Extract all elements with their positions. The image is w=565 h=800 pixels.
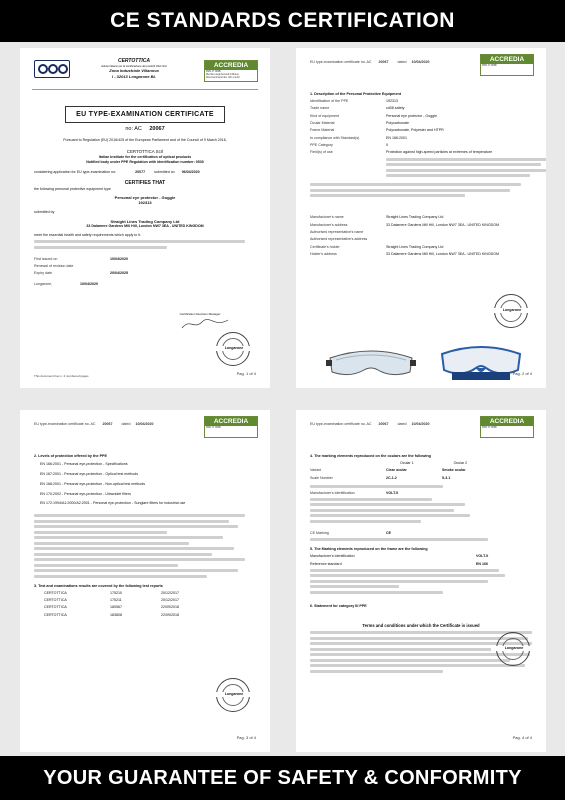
ce-mark: CE [386,530,391,535]
ocular2-header: Ocular 2 [453,460,468,465]
standard-item: EN 166:2001 - Personal eye-protection - Specifications [40,461,128,466]
first-issued-date: 10/04/2020 [110,256,128,261]
accredia-logo: ACCREDIA PRD N° 083B [204,416,258,438]
cert-no-label: no: AC [125,126,142,132]
header-date: 10/04/2020 [411,60,430,64]
header-no: 20067 [102,422,113,426]
field-value: cd08 safety [386,106,405,111]
authorised-addr-label: Authorised representative's address [310,237,368,242]
page-number: Pag. 3 of 4 [236,734,256,740]
body-line2: Notified body under PPE Regulation with identification number: 0530 [86,159,204,164]
section-title: 1. Description of the Personal Protective Equipment [310,92,401,96]
report-row [44,613,256,618]
top-banner: CE STANDARDS CERTIFICATION [0,0,565,42]
report-no: 180567 [110,605,122,610]
field-row [310,114,532,119]
field-label: Identification of the PPE [310,98,349,103]
holder-addr-label: Holder's address [310,251,337,256]
certottica-logo-icon [34,60,70,78]
certificate-page-2 [296,48,546,388]
manufacturer-addr-label: Manufacturer's address [310,222,348,227]
standard-item: EN 172:1994/A1:2000/A2:2001 - Personal eye-protection - Sunglare filters for industrial use [40,501,186,506]
section-title: 4. The marking elements reproduced on the oculars are the following [310,454,431,458]
variant-label: Variant [310,468,322,473]
report-row [44,598,256,603]
org-addr1: Zona Industriale Villanova [109,68,159,74]
header-date: 10/04/2020 [411,422,430,426]
report-no: 183808 [110,612,122,617]
application-no: 20077 [135,170,146,175]
report-row [44,605,256,610]
certificate-page-1 [20,48,270,388]
report-date: 22/09/2018 [161,612,179,617]
manufacturer-id-label: Manufacturer's identification [310,490,355,495]
seal-stamp-icon [494,294,528,328]
field-value: Protection against high-speed particles at extremes of temperature [386,150,493,155]
accredia-logo: ACCREDIA PRD N° 083B [480,416,534,438]
terms-title: Terms and conditions under which the Certificate is issued [362,622,480,628]
field-row [310,99,532,104]
field-row [310,106,532,111]
field-label: Kind of equipment [310,113,339,118]
report-date: 20/12/2017 [161,598,179,603]
certificate-title: EU TYPE-EXAMINATION CERTIFICATE [65,106,225,123]
submitted-label: submitted on [154,170,175,175]
variant1: Clear ocular [386,468,407,473]
page4-header [310,422,476,427]
seal-stamp-icon [216,332,250,366]
body-name: CERTOTTICA Scrl [126,148,164,154]
place-date: 10/04/2020 [80,282,98,287]
field-label: PPE Category [310,143,333,148]
scale2: 5-3.1 [442,475,451,480]
submitted-date: 06/04/2020 [181,170,200,175]
place-label: Longarone, [34,282,53,287]
frame-mfr: VOLT.X [476,554,489,559]
org-addr2: I - 32013 Longarone BL [111,73,156,79]
field-value: Polycarbonate [386,121,409,126]
field-label: Trade name [310,106,330,111]
authorised-label: Authorised representative's name [310,229,364,234]
field-value: 192313 [386,98,398,103]
regulation-text: Pursuant to Regulation (EU) 2016/425 of the European Parliament and of the Council of 9 March 2016, [63,138,227,142]
stamp-label: Longarone [211,692,257,697]
scale1: 2C-1.2 [386,475,397,480]
seal-stamp-icon [216,678,250,712]
field-label: In compliance with Standard(s) [310,135,360,140]
report-no: 175210 [110,590,122,595]
accredia-label: ACCREDIA [205,61,257,70]
header-dated: dated [121,422,131,426]
report-no: 175211 [110,598,122,603]
cert-no-value: 20067 [149,126,165,132]
header-text: EU type-examination certificate no. AC [34,422,96,426]
header-no: 20067 [378,422,389,426]
page-number: Pag. 1 of 4 [236,370,256,376]
report-org: CERTOTTICA [44,605,67,610]
manufacturer-addr-value: 33 Dalamere Gardens Mill Hill, London NW7 3EA - UNITED KINGDOM [386,222,500,227]
standard-item: EN 170:2002 - Personal eye-protection - Ultraviolet filters [40,491,131,496]
report-row [44,591,256,596]
manufacturer-label: Manufacturer's name [310,215,344,220]
ce-label: CE Marking [310,530,329,535]
company-name: Straight Lines Trading Company Ltd [110,218,180,224]
report-org: CERTOTTICA [44,590,67,595]
cert-holder-label: Certificate's holder [310,244,340,249]
pages-note: This document has n. 4 numbered pages [34,374,89,378]
field-row [310,150,532,155]
meets-text: meet the essential health and safety requirements which apply to it. [34,232,142,237]
header-no: 20067 [378,60,389,64]
signature-icon [180,316,230,332]
holder-addr-value: 33 Dalamere Gardens Mill Hill, London NW7 3EA - UNITED KINGDOM [386,251,500,256]
report-date: 22/09/2018 [161,605,179,610]
renewal-label: Renewal of revision date [34,263,74,268]
field-label: Frame Material [310,128,335,133]
application-label: considering application for EU type-examination no: [34,170,117,175]
expiry-label: Expiry date [34,271,52,276]
page2-header [310,60,476,65]
field-value: Polycarbonate, Polyester and HTPR [386,128,444,133]
field-value: Personal eye protector - Goggle [386,113,437,118]
scale-label: Scale Number [310,475,333,480]
manufacturer-value: Straight Lines Trading Company Ltd [386,215,444,220]
section2-title: 5. The Marking elements reproduced on the frame are the following [310,547,428,552]
field-label: Field(s) of use [310,150,333,155]
report-org: CERTOTTICA [44,612,67,617]
product-code: 192313 [138,200,152,206]
stamp-label: Longarone [211,346,257,351]
cert-holder-value: Straight Lines Trading Company Ltd [386,244,444,249]
section2-title: 3. Test and examinations results are covered by the following test reports [34,583,163,588]
field-value: EN 166:2001 [386,135,407,140]
certificate-page-4: EU type-examination certificate no. AC 20067 dated 10/04/2020 ACCREDIA PRD N° 083B 4. The marking elements reproduced on the oculars are the following Ocular 1 Ocular 2 Variant Clear ocular Smoke ocular Scale Number 2C-1.2 5-3.1 Manufacturer's identification VOLT.X CE Marking CE 5. The Marking elements reproduced on the frame are the following Manufacturer's identification VOLT.X Reference standard EN 166 6. Statement for category III PPE Terms and conditions under which the Certificate is issued Longarone Pag. 4 of 4 [296,410,546,752]
report-date: 20/12/2017 [161,590,179,595]
following-text: the following personal protective equipment type [34,187,111,192]
manufacturer-id: VOLT.X [386,490,399,495]
page1-header [32,56,258,90]
standard-item: EN 167:2001 - Personal eye-protection - Optical test methods [40,471,139,476]
org-name: CERTOTTICA [117,58,151,64]
header-dated: dated [397,422,407,426]
product-name: Personal eye protector - Goggle [114,194,176,200]
header-dated: dated [397,60,407,64]
certificate-page-3 [20,410,270,752]
submitted-by-label: submitted by [34,209,55,214]
field-value: II [386,143,388,148]
stamp-label: Longarone [491,646,537,651]
report-org: CERTOTTICA [44,598,67,603]
section3-title: 6. Statement for category III PPE [310,603,367,608]
accredia-logo: ACCREDIA PRD N° 083B Membro degli Accordi di Mutuo Riconoscimento EA, IAF e ILAC [204,60,258,82]
field-label: Ocular Material [310,121,335,126]
header-text: EU type-examination certificate no. AC [310,60,372,64]
body-line1: Italian Institute for the certification of optical products [98,154,192,159]
org-sub: Istituto Italiano per la Certificazione dei prodotti Ottici Scrl [101,64,167,68]
signature-label: Certification Decision Manager [179,312,221,316]
standard-item: EN 168:2001 - Personal eye-protection - Non-optical test methods [40,481,146,486]
expiry-date: 20/04/2025 [110,271,128,276]
goggle-clear-image [326,344,416,378]
field-row [310,136,532,141]
section-title: 2. Levels of protection offered by the PPE [34,454,107,458]
header-date: 10/04/2020 [135,422,154,426]
accredia-logo: ACCREDIA PRD N° 083B [480,54,534,76]
certifies-heading: CERTIFIES THAT [124,180,166,187]
field-row [310,128,532,133]
field-row [310,143,532,148]
first-issued-label: First issued on [34,256,58,261]
page-number: Pag. 2 of 4 [512,370,532,376]
seal-stamp-icon [496,632,530,666]
frame-std: EN 166 [476,561,488,566]
bottom-banner: YOUR GUARANTEE OF SAFETY & CONFORMITY [0,756,565,800]
variant2: Smoke ocular [442,468,466,473]
field-row [310,121,532,126]
page-number: Pag. 4 of 4 [512,734,532,740]
header-text: EU type-examination certificate no. AC [310,422,372,426]
company-address: 33 Dalamere Gardens Mill Hill, London NW7 3EA - UNITED KINGDOM [86,223,204,228]
stamp-label: Longarone [489,308,535,313]
page3-header [34,422,200,427]
ocular1-header: Ocular 1 [400,460,414,465]
